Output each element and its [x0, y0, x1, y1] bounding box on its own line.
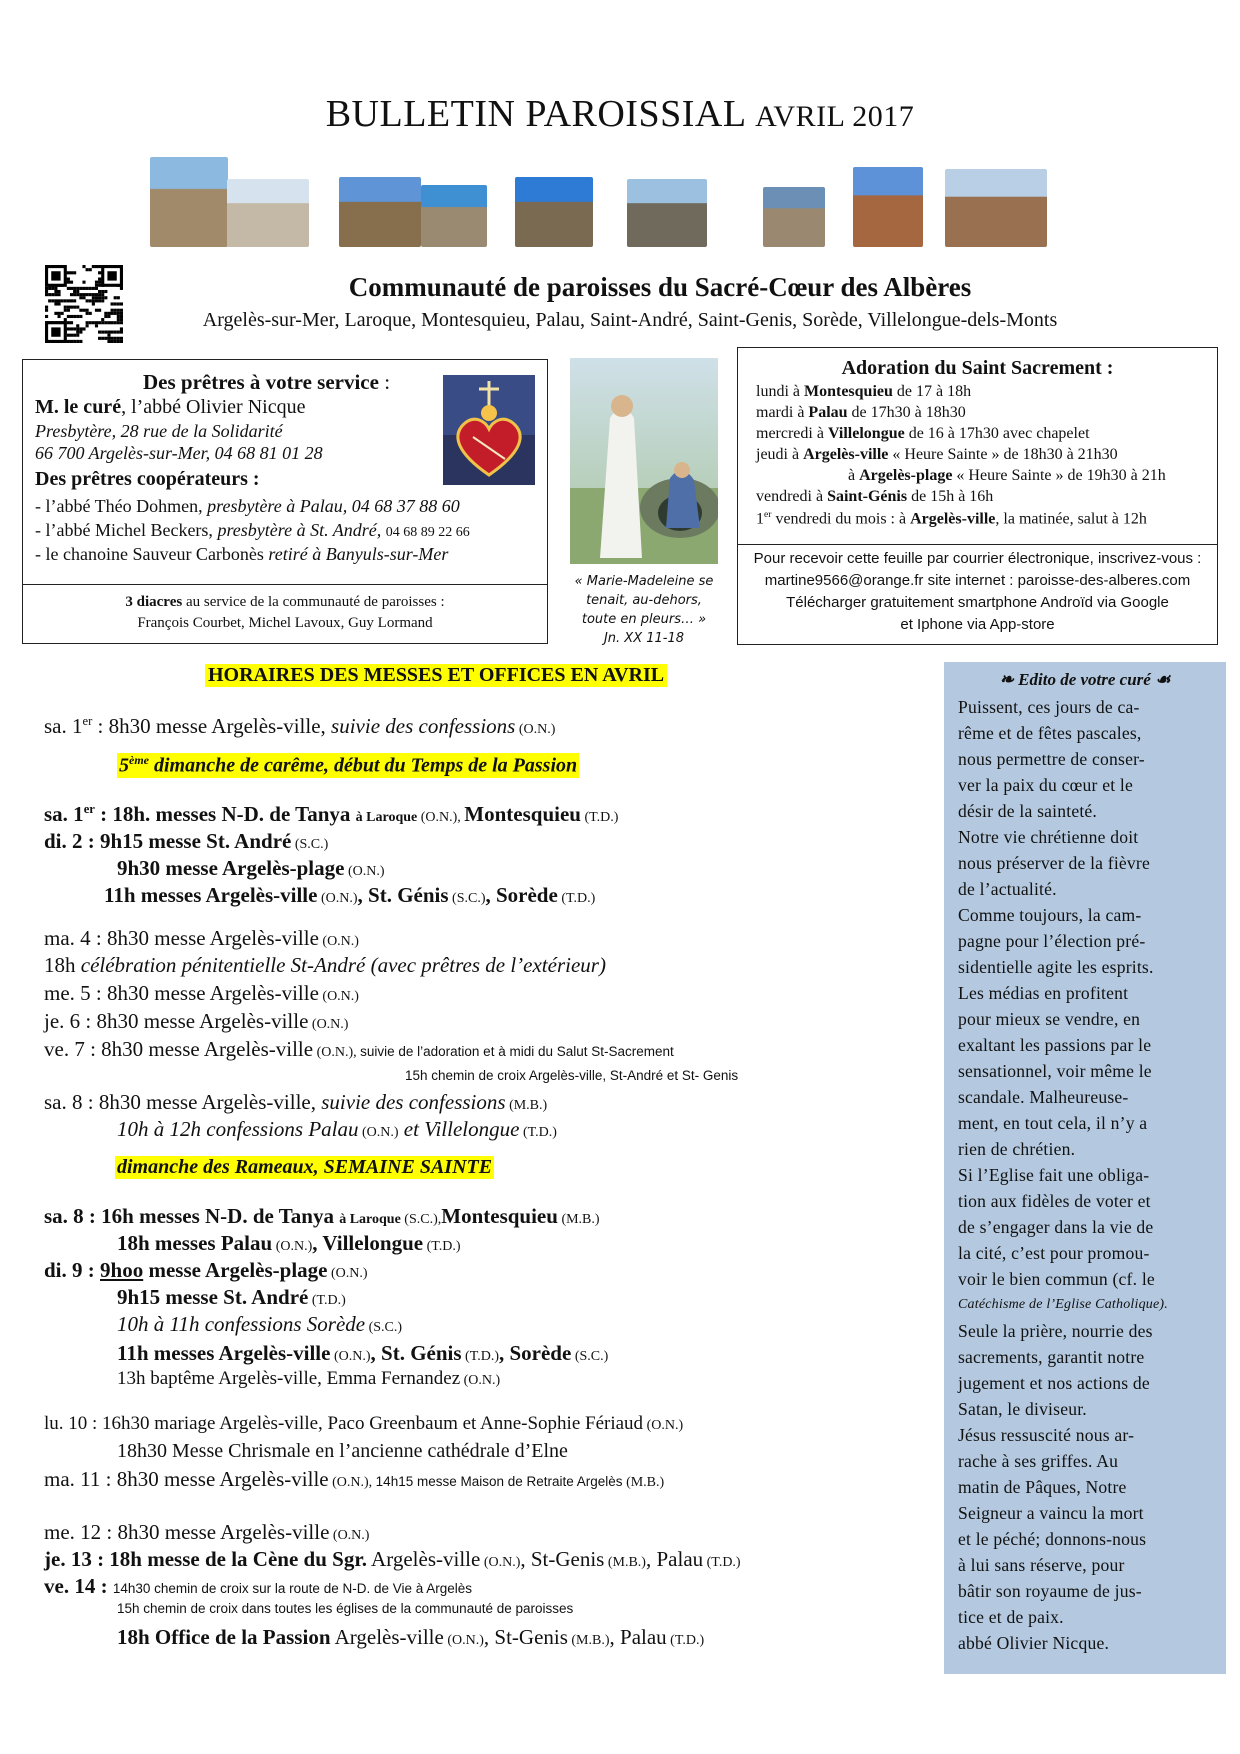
subscribe-line-2[interactable]: martine9566@orange.fr site internet : paroisse-des-alberes.com [764, 572, 1191, 589]
edito-line: scandale. Malheureuse- [958, 1087, 1129, 1107]
edito-line: Si l’Eglise fait une obliga- [958, 1165, 1150, 1185]
schedule-line: di. 2 : 9h15 messe St. André (S.C.) [44, 829, 329, 853]
schedule-line: 18h30 Messe Chrismale en l’ancienne cathédrale d’Elne [117, 1440, 568, 1462]
adoration-heading: Adoration du Saint Sacrement : [841, 357, 1114, 379]
schedule-line: 18h Office de la Passion Argelès-ville (O.N.), St-Genis (M.B.), Palau (T.D.) [117, 1625, 705, 1649]
edito-line: à lui sans réserve, pour [958, 1555, 1125, 1575]
adoration-line-5: à Argelès-plage « Heure Sainte » de 19h30 à 21h [756, 467, 1166, 484]
adoration-divider [738, 544, 1217, 545]
bell-gable-photo [853, 167, 923, 247]
schedule-line: 15h chemin de croix Argelès-ville, St-André et St- Genis [405, 1068, 739, 1083]
edito-line: jugement et nos actions de [958, 1373, 1150, 1393]
deacons: 3 diacres au service de la communauté de paroisses : François Courbet, Michel Lavoux, Guy Lormand [125, 594, 445, 631]
schedule-heading: HORAIRES DES MESSES ET OFFICES EN AVRIL [205, 664, 667, 687]
church-photo-strip [150, 145, 1140, 247]
cure-address-2: 66 700 Argelès-sur-Mer, 04 68 81 01 28 [35, 443, 323, 463]
old-chapel-photo [763, 187, 825, 247]
edito-line: Seigneur a vaincu la mort [958, 1503, 1144, 1523]
adoration-box [737, 347, 1218, 645]
schedule-line: ma. 4 : 8h30 messe Argelès-ville (O.N.) [44, 926, 359, 950]
edito-line: et le péché; donnons-nous [958, 1529, 1147, 1549]
edito-line: exaltant les passions par le [958, 1035, 1152, 1055]
schedule-line: 18h messes Palau (O.N.), Villelongue (T.D.) [117, 1231, 461, 1255]
schedule-line: 18h célébration pénitentielle St-André (avec prêtres de l’extérieur) [44, 953, 606, 977]
adoration-line-6: vendredi à Saint-Génis de 15h à 16h [756, 488, 994, 505]
subscribe-line-4: et Iphone via App-store [900, 616, 1055, 633]
edito-line: bâtir son royaume de jus- [958, 1581, 1142, 1601]
edito-line: Comme toujours, la cam- [958, 905, 1142, 925]
schedule-line: je. 13 : 18h messe de la Cène du Sgr. Argelès-ville (O.N.), St-Genis (M.B.), Palau (T.D.) [44, 1547, 741, 1571]
coop-1: - l’abbé Théo Dohmen, presbytère à Palau, 04 68 37 88 60 [35, 496, 460, 516]
schedule-line: di. 9 : 9hoo messe Argelès-plage (O.N.) [44, 1258, 368, 1282]
qr-code [45, 265, 123, 343]
edito-line: abbé Olivier Nicque. [958, 1633, 1110, 1653]
edito-line: Jésus ressuscité nous ar- [958, 1425, 1135, 1445]
schedule-line: 10h à 11h confessions Sorède (S.C.) [117, 1312, 403, 1336]
adoration-line-3: mercredi à Villelongue de 16 à 17h30 avec chapelet [756, 425, 1090, 442]
image-quote: « Marie-Madeleine se tenait, au-dehors, toute en pleurs… » Jn. XX 11-18 [574, 574, 714, 646]
pine-church-photo [339, 177, 421, 247]
edito-line: pour mieux se vendre, en [958, 1009, 1141, 1029]
coop-2: - l’abbé Michel Beckers, presbytère à St. André, 04 68 89 22 66 [35, 520, 470, 540]
edito-line: rache à ses griffes. Au [958, 1451, 1119, 1471]
edito-line: matin de Pâques, Notre [958, 1477, 1127, 1497]
adoration-line-1: lundi à Montesquieu de 17 à 18h [756, 383, 972, 400]
edito-line: pagne pour l’élection pré- [958, 931, 1146, 951]
schedule-line: ve. 14 : 14h30 chemin de croix sur la route de N-D. de Vie à Argelès [44, 1574, 473, 1598]
romanesque-church-photo [627, 179, 707, 247]
edito-line: rême et de fêtes pascales, [958, 723, 1142, 743]
title-text: BULLETIN PAROISSIAL [325, 93, 746, 135]
bulletin-title [0, 92, 1240, 136]
edito-line: Puissent, ces jours de ca- [958, 697, 1140, 717]
cure-address-1: Presbytère, 28 rue de la Solidarité [35, 421, 283, 441]
schedule-line: 15h chemin de croix dans toutes les églises de la communauté de paroisses [117, 1601, 574, 1616]
schedule-line: 13h baptême Argelès-ville, Emma Fernandez (O.N.) [117, 1368, 501, 1389]
schedule-line: ma. 11 : 8h30 messe Argelès-ville (O.N.), 14h15 messe Maison de Retraite Argelès (M.B.) [44, 1467, 665, 1491]
schedule-line: ve. 7 : 8h30 messe Argelès-ville (O.N.), suivie de l’adoration et à midi du Salut St-Sacrement [44, 1037, 674, 1061]
schedule-line: lu. 10 : 16h30 mariage Argelès-ville, Paco Greenbaum et Anne-Sophie Fériaud (O.N.) [44, 1413, 684, 1434]
coop-heading: Des prêtres coopérateurs : [35, 468, 260, 490]
edito-line: sensationnel, voir même le [958, 1061, 1152, 1081]
edito-line: sidentielle agite les esprits. [958, 957, 1154, 977]
subscribe-info [738, 548, 1217, 636]
edito-line: de s’engager dans la vie de [958, 1217, 1154, 1237]
sacred-heart-image [443, 375, 535, 485]
sunday-heading-1: 5ème dimanche de carême, début du Temps de la Passion [119, 753, 578, 777]
edito-line: voir le bien commun (cf. le [958, 1269, 1155, 1289]
edito-heading: ❧ Edito de votre curé ☙ [999, 670, 1171, 689]
edito-line: ment, en tout cela, il n’y a [958, 1113, 1148, 1133]
subscribe-line-1: Pour recevoir cette feuille par courrier électronique, inscrivez-vous : [753, 550, 1202, 567]
fleuron-right-icon: ☙ [1150, 670, 1171, 689]
adoration-line-7: 1er vendredi du mois : à Argelès-ville, la matinée, salut à 12h [756, 509, 1147, 528]
edito-body [958, 694, 1220, 1656]
edito-line: Les médias en profitent [958, 983, 1129, 1003]
schedule-line: 9h30 messe Argelès-plage (O.N.) [117, 856, 385, 880]
edito-line: désir de la sainteté. [958, 801, 1098, 821]
schedule-line: 10h à 12h confessions Palau (O.N.) et Villelongue (T.D.) [117, 1117, 557, 1141]
adoration-line-4: jeudi à Argelès-ville « Heure Sainte » de 18h30 à 21h30 [756, 446, 1118, 463]
schedule-line: sa. 8 : 16h messes N-D. de Tanya à Laroque (S.C.),Montesquieu (M.B.) [44, 1204, 600, 1228]
church-tower-photo [150, 157, 228, 247]
cure-line [35, 396, 305, 419]
community-name: Communauté de paroisses du Sacré-Cœur des Albères [348, 272, 972, 302]
schedule-line: 11h messes Argelès-ville (O.N.), St. Génis (S.C.), Sorède (T.D.) [104, 883, 596, 907]
sunday-heading-2: dimanche des Rameaux, SEMAINE SAINTE [117, 1156, 493, 1178]
edito-line: rien de chrétien. [958, 1139, 1076, 1159]
edito-line: sacrements, garantit notre [958, 1347, 1145, 1367]
community-places: Argelès-sur-Mer, Laroque, Montesquieu, Palau, Saint-André, Saint-Genis, Sorède, Villelongue-dels-Monts [202, 309, 1058, 331]
schedule-line: 9h15 messe St. André (T.D.) [117, 1285, 346, 1309]
title-month: AVRIL 2017 [755, 100, 915, 133]
schedule-line: me. 5 : 8h30 messe Argelès-ville (O.N.) [44, 981, 359, 1005]
edito-line: tice et de paix. [958, 1607, 1064, 1627]
village-street-photo [945, 169, 1047, 247]
edito-line: de l’actualité. [958, 879, 1057, 899]
cure-name: , l’abbé Olivier Nicque [121, 396, 306, 418]
schedule-line: sa. 1er : 8h30 messe Argelès-ville, suivie des confessions (O.N.) [44, 714, 556, 738]
village-church-photo [515, 177, 593, 247]
subscribe-line-3: Télécharger gratuitement smartphone Androïd via Google [786, 594, 1169, 611]
edito-line: Seule la prière, nourrie des [958, 1321, 1153, 1341]
resurrection-image [570, 358, 718, 564]
edito-line: nous préserver de la fièvre [958, 853, 1150, 873]
fleuron-left-icon: ❧ [999, 670, 1019, 689]
edito-panel [944, 662, 1226, 1674]
cure-label: M. le curé [35, 396, 122, 418]
priests-heading: Des prêtres à votre service : [143, 370, 391, 394]
adoration-line-2: mardi à Palau de 17h30 à 18h30 [756, 404, 966, 421]
schedule-line: sa. 1er : 18h. messes N-D. de Tanya à Laroque (O.N.), Montesquieu (T.D.) [44, 802, 619, 826]
priests-divider [23, 584, 547, 585]
schedule-line: je. 6 : 8h30 messe Argelès-ville (O.N.) [44, 1009, 349, 1033]
schedule-line: sa. 8 : 8h30 messe Argelès-ville, suivie des confessions (M.B.) [44, 1090, 548, 1114]
edito-line: tion aux fidèles de voter et [958, 1191, 1151, 1211]
edito-line: Notre vie chrétienne doit [958, 827, 1139, 847]
edito-line: Catéchisme de l’Eglise Catholique). [958, 1297, 1168, 1312]
stone-tower-photo [421, 185, 487, 247]
coop-3: - le chanoine Sauveur Carbonès retiré à Banyuls-sur-Mer [35, 544, 449, 564]
edito-line: Satan, le diviseur. [958, 1399, 1087, 1419]
modern-church-photo [227, 179, 309, 247]
schedule-line: me. 12 : 8h30 messe Argelès-ville (O.N.) [44, 1520, 370, 1544]
schedule-line: 11h messes Argelès-ville (O.N.), St. Génis (T.D.), Sorède (S.C.) [117, 1341, 609, 1365]
edito-line: ver la paix du cœur et le [958, 775, 1134, 795]
edito-line: nous permettre de conser- [958, 749, 1145, 769]
edito-line: la cité, c’est pour promou- [958, 1243, 1150, 1263]
